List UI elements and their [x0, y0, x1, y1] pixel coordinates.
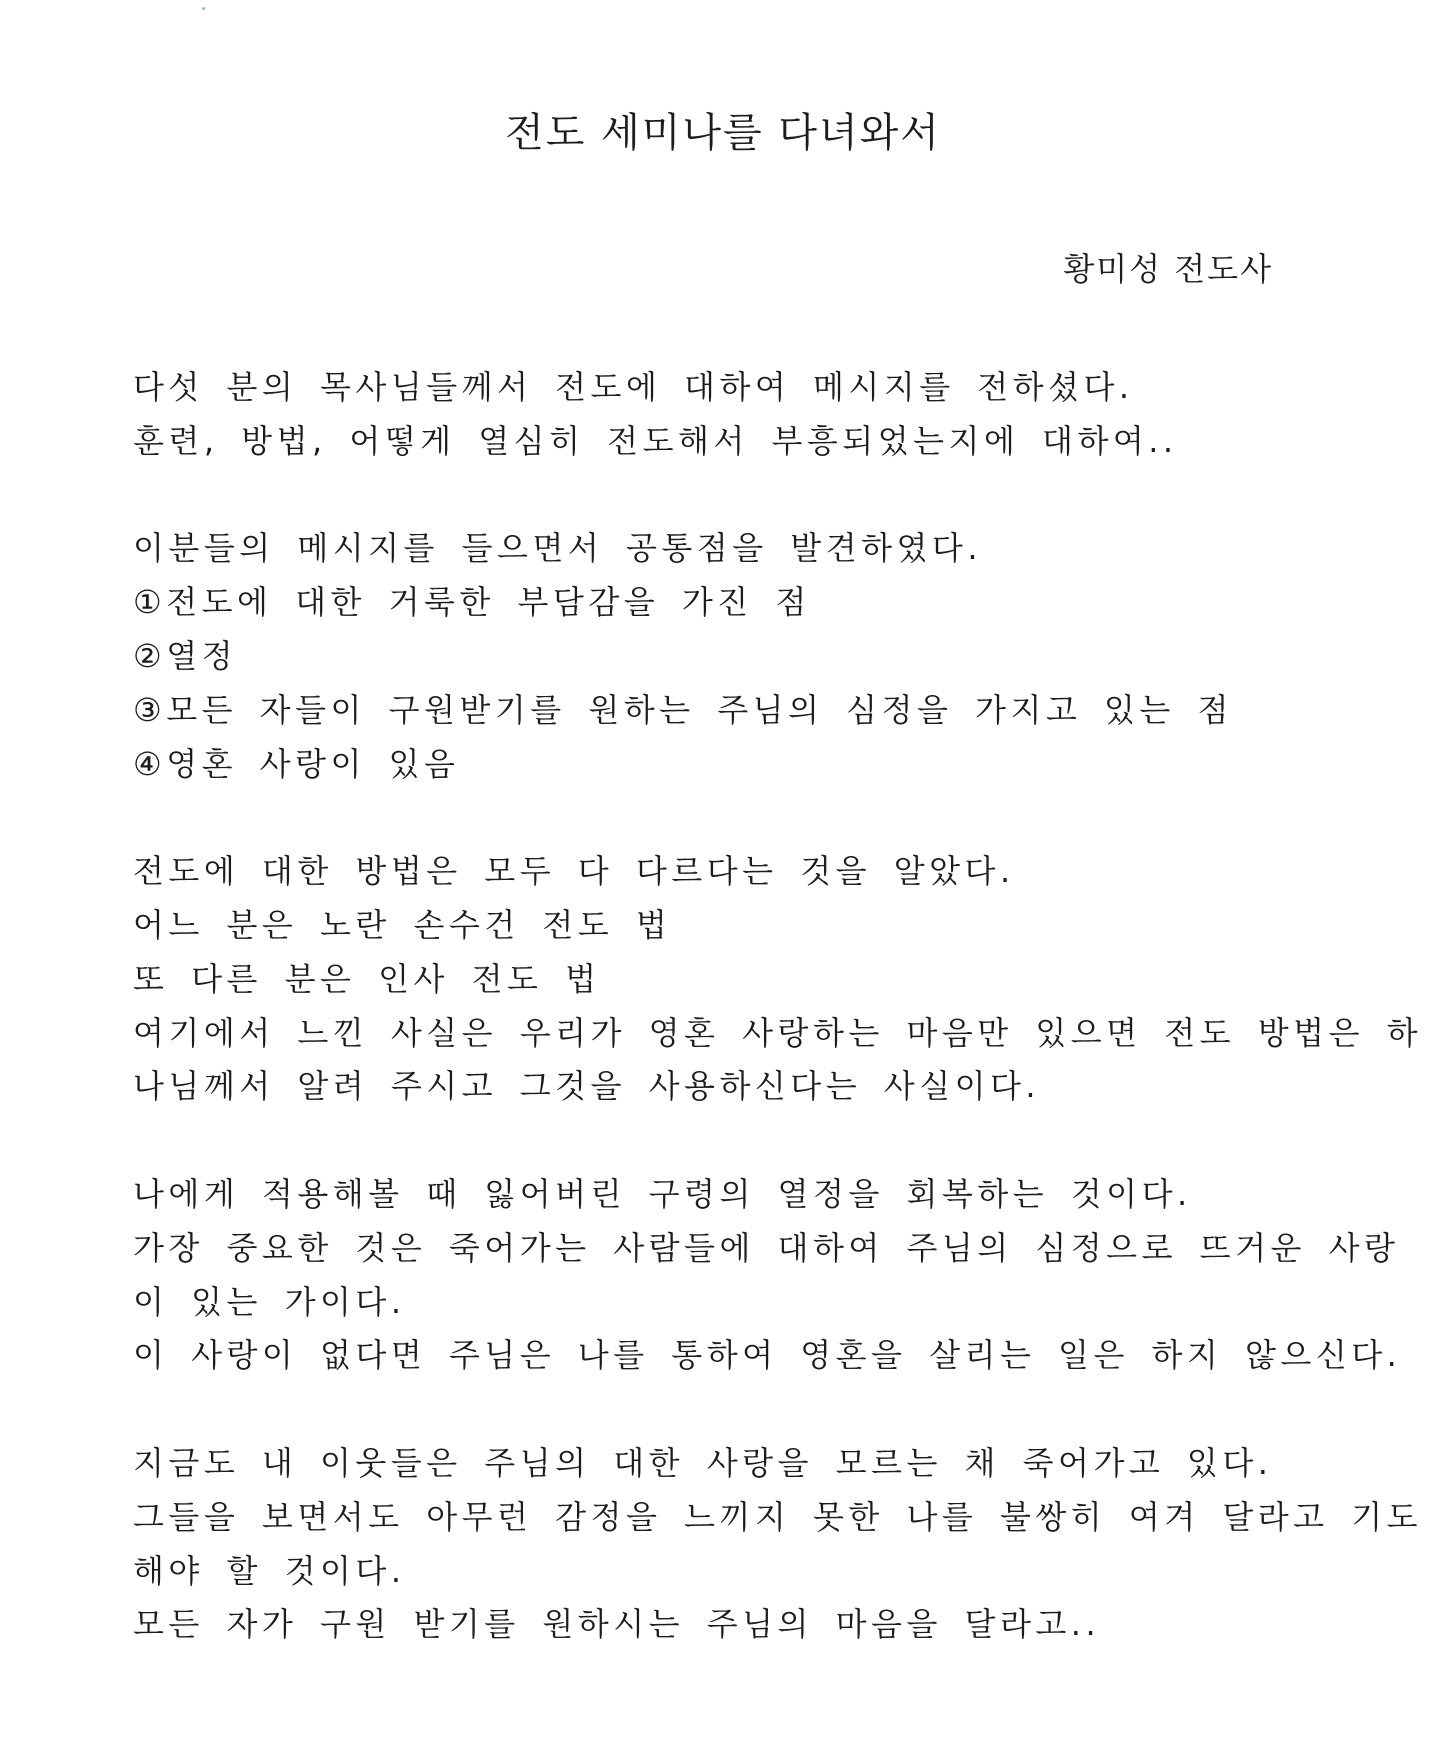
body-line: 지금도 내 이웃들은 주님의 대한 사랑을 모르는 채 죽어가고 있다.: [133, 1443, 1273, 1482]
paragraph-gap: [133, 1383, 1318, 1437]
list-item: ①전도에 대한 거룩한 부담감을 가진 점: [133, 583, 811, 622]
body-line: 나님께서 알려 주시고 그것을 사용하신다는 사실이다.: [133, 1067, 1041, 1106]
scan-speck: [202, 7, 205, 10]
body-line: 해야 할 것이다.: [133, 1551, 406, 1590]
body-line: 훈련, 방법, 어떻게 열심히 전도해서 부흥되었는지에 대하여..: [133, 421, 1178, 460]
list-item: ②열정: [133, 636, 238, 675]
body-line: 나에게 적용해볼 때 잃어버린 구령의 열정을 회복하는 것이다.: [133, 1174, 1192, 1213]
body-line: 가장 중요한 것은 죽어가는 사람들에 대하여 주님의 심정으로 뜨거운 사랑: [133, 1228, 1400, 1267]
body-line: 모든 자가 구원 받기를 원하시는 주님의 마음을 달라고..: [133, 1605, 1101, 1644]
body-line: 이분들의 메시지를 들으면서 공통점을 발견하였다.: [133, 529, 983, 568]
document-body: [133, 361, 1423, 1652]
body-line: 전도에 대한 방법은 모두 다 다르다는 것을 알았다.: [133, 852, 1015, 891]
paragraph-gap: [133, 1114, 1318, 1168]
author-line: 황미성 전도사: [1063, 250, 1273, 288]
body-line: 이 사랑이 없다면 주님은 나를 통하여 영혼을 살리는 일은 하지 않으신다.: [133, 1336, 1402, 1375]
body-line: 여기에서 느낀 사실은 우리가 영혼 사랑하는 마음만 있으면 전도 방법은 하: [133, 1013, 1423, 1052]
body-line: 어느 분은 노란 손수건 전도 법: [133, 905, 672, 944]
paragraph-gap: [133, 791, 1318, 845]
paragraph-gap: [133, 469, 1318, 523]
document-title: 전도 세미나를 다녀와서: [505, 110, 941, 156]
body-line: 그들을 보면서도 아무런 감정을 느끼지 못한 나를 불쌍히 여겨 달라고 기도: [133, 1497, 1423, 1536]
body-line: 다섯 분의 목사님들께서 전도에 대하여 메시지를 전하셨다.: [133, 368, 1134, 406]
list-item: ③모든 자들이 구원받기를 원하는 주님의 심정을 가지고 있는 점: [133, 690, 1233, 729]
body-line: 이 있는 가이다.: [133, 1282, 406, 1321]
body-line: 또 다른 분은 인사 전도 법: [133, 959, 601, 998]
list-item: ④영혼 사랑이 있음: [133, 744, 460, 783]
